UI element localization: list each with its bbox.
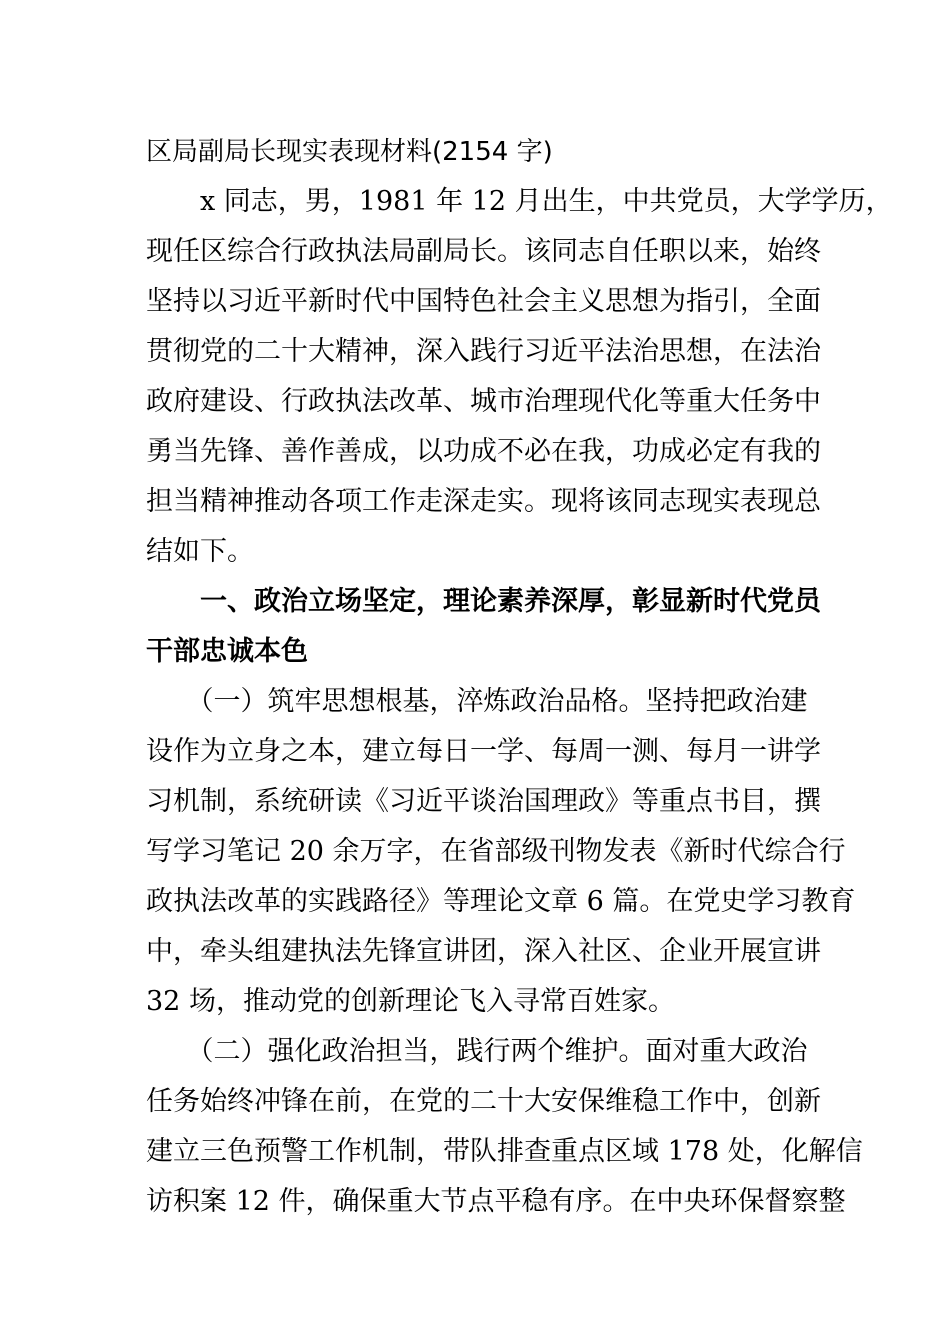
paragraph-line: x 同志，男，1981 年 12 月出生，中共党员，大学学历， [146,186,893,217]
paragraph-line: 坚持以习近平新时代中国特色社会主义思想为指引，全面 [146,286,821,317]
paragraph-line: 访积案 12 件，确保重大节点平稳有序。在中央环保督察整 [146,1186,846,1217]
paragraph-line: 任务始终冲锋在前，在党的二十大安保维稳工作中，创新 [146,1086,821,1117]
paragraph-line: 现任区综合行政执法局副局长。该同志自任职以来，始终 [146,236,821,267]
paragraph-line: 担当精神推动各项工作走深走实。现将该同志现实表现总 [146,486,821,517]
section-heading: 一、政治立场坚定，理论素养深厚，彰显新时代党员 [146,586,821,617]
paragraph-line: 结如下。 [146,536,254,567]
paragraph-line: 政执法改革的实践路径》等理论文章 6 篇。在党史学习教育 [146,886,856,917]
paragraph-line: 勇当先锋、善作善成，以功成不必在我，功成必定有我的 [146,436,821,467]
paragraph-line: 中，牵头组建执法先锋宣讲团，深入社区、企业开展宣讲 [146,936,821,967]
document-title: 区局副局长现实表现材料(2154 字) [146,137,553,167]
paragraph-line: （二）强化政治担当，践行两个维护。面对重大政治 [146,1036,808,1067]
paragraph-line: 设作为立身之本，建立每日一学、每周一测、每月一讲学 [146,736,821,767]
paragraph-line: 政府建设、行政执法改革、城市治理现代化等重大任务中 [146,386,821,417]
paragraph-line: 建立三色预警工作机制，带队排查重点区域 178 处，化解信 [146,1136,863,1167]
paragraph-line: 写学习笔记 20 余万字，在省部级刊物发表《新时代综合行 [146,836,846,867]
paragraph-line: 32 场，推动党的创新理论飞入寻常百姓家。 [146,986,675,1017]
paragraph-line: 习机制，系统研读《习近平谈治国理政》等重点书目，撰 [146,786,821,817]
section-heading: 干部忠诚本色 [146,636,308,667]
paragraph-line: （一）筑牢思想根基，淬炼政治品格。坚持把政治建 [146,686,808,717]
paragraph-line: 贯彻党的二十大精神，深入践行习近平法治思想，在法治 [146,336,821,367]
